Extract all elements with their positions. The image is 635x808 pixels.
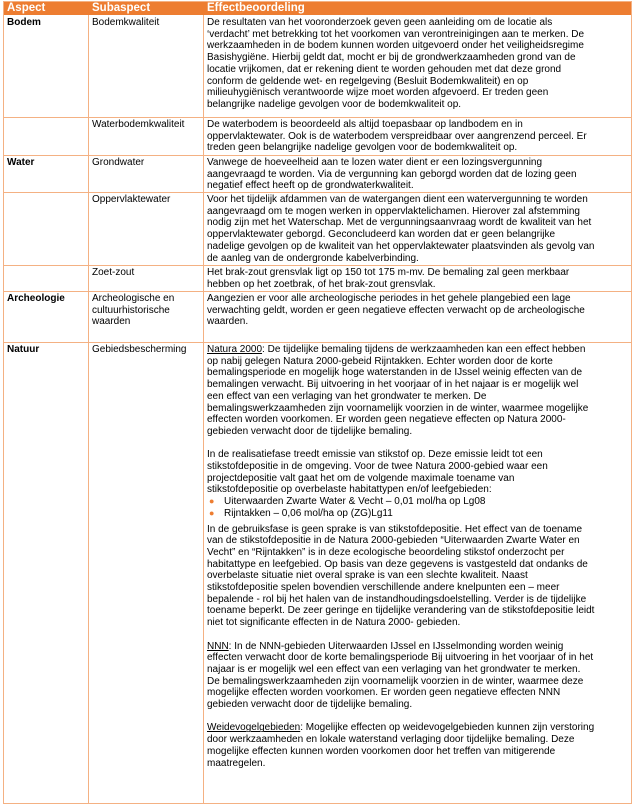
effect-cell: Het brak-zout grensvlak ligt op 150 tot 175 m-mv. De bemaling zal geen merkbaar hebben op het zoetbrak, of het brak-zout grensvlak. — [207, 267, 570, 290]
row-divider — [3, 265, 632, 266]
weidevogel-heading: Weidevogelgebieden — [207, 722, 301, 734]
aspect-cell: Archeologie — [7, 293, 65, 304]
header-effect: Effectbeoordeling — [207, 2, 305, 14]
column-divider — [203, 15, 204, 804]
header-subaspect: Subaspect — [92, 2, 151, 14]
subaspect-cell: Grondwater — [92, 157, 145, 168]
row-divider — [3, 342, 632, 343]
header-aspect: Aspect — [7, 2, 46, 14]
subaspect-cell: Archeologische en cultuurhistorische waarden — [92, 293, 175, 328]
nnn-heading: NNN — [207, 640, 229, 652]
subaspect-cell: Oppervlaktewater — [92, 194, 171, 205]
subaspect-cell: Zoet-zout — [92, 267, 135, 278]
aspect-cell: Bodem — [7, 17, 41, 28]
effect-cell: Voor het tijdelijk afdammen van de watergangen dient een watervergunning te worden aangevraagd om te mogen werken in oppervlaktelichamen. Hierover zal afstemming nodig zijn met het Waterschap. Met de vergunningsaanvraag wordt de kwaliteit van het oppervlaktewater geborgd. Geconcludeerd kan worden dat er geen belangrijke nadelige gevolgen op de kwaliteit van het oppervlaktewater plaatsvinden als gevolg van de aanleg van de ondergronde kabelverbinding. — [207, 194, 595, 264]
subaspect-cell: Bodemkwaliteit — [92, 17, 160, 28]
effect-table — [3, 1, 632, 804]
row-divider — [3, 192, 632, 193]
column-divider — [88, 15, 89, 804]
natura2000-heading: Natura 2000 — [207, 344, 263, 355]
aspect-cell: Water — [7, 157, 35, 168]
effect-cell: De resultaten van het vooronderzoek geven geen aanleiding om de locatie als ‘verdacht’ met betrekking tot het voorkomen van verontreinigingen aan te merken. De werkzaamheden in de bodem kunnen worden uitgevoerd onder het veiligheidsregime Basishygiëne. Hierbij geldt dat, mocht er bij de grondwerkzaamheden grond van de locatie vrijkomen, dat er rekening dient te worden gehouden met dat deze grond conform de geldende wet- en regelgeving (Besluit Bodemkwaliteit) en op milieuhygiënisch verantwoorde wijze moet worden afgevoerd. Er treden geen belangrijke nadelige gevolgen voor de bodemkwaliteit op. — [207, 17, 585, 110]
bullet-icon: ● — [209, 507, 215, 518]
row-divider — [3, 291, 632, 292]
effect-cell: Natura 2000: De tijdelijke bemaling tijdens de werkzaamheden kan een effect hebben op nabij gelegen Natura 2000-gebeid Rijntakken. Echter worden door de korte bemalingsperiode en mogelijk hoge waterstanden in de IJssel weinig effecten van de bemalingen verwacht. Bij uitvoering in het voorjaar of in het najaar is er mogelijk wel een effect van een verlaging van het grondwater te merken. De bemalingswerkzaamheden zijn voornamelijk voorzien in de winter, waarmee mogelijke effecten worden voorkomen. Er worden geen negatieve effecten op Natura 2000- gebieden verwacht door de tijdelijke bemaling. In de realisatiefase treedt emissie van stikstof op. Deze emissie leidt tot een stikstofdepositie in de omgeving. Voor de twee Natura 2000-gebied waar een projectdepositie valt gaat het om de volgende maximale toename van stikstofdepositie op overbelaste habitattypen en/of leefgebieden: ● Uiterwaarden Zwarte Water & Vecht – 0,01 mol/ha op Lg08 ● Rijntakken – 0,06 mol/ha op (ZG)Lg11 In de gebruiksfase is geen sprake is van stikstofdepositie. Het effect van de toename van de stikstofdepositie in de Natura 2000-gebieden “Uiterwaarden Zwarte Water en Vecht” en “Rijntakken” is in deze ecologische beoordeling stikstof onderzocht per habitattype en leefgebied. Op basis van deze gegevens is vastgesteld dat ondanks de overbelaste situatie niet overal sprake is van een slechte kwaliteit. Naast stikstofdepositie spelen bovendien verschillende andere knelpunten een – meer bepalende - rol bij het halen van de instandhoudingsdoelstelling. Verder is de tijdelijke toename beperkt. De zeer geringe en tijdelijke verandering van de stikstofdepositie leidt niet tot significante effecten in de Natura 2000- gebieden. NNN: In de NNN-gebieden Uiterwaarden IJssel en IJsselmonding worden weinig effecten verwacht door de korte bemalingsperiode Bij uitvoering in het voorjaar of in het najaar is er mogelijk wel een effect van een verlaging van het grondwater te merken. De bemalingswerkzaamheden zijn voornamelijk voorzien in de winter, waarmee deze mogelijke effecten worden voorkomen. Er worden geen negatieve effecten NNN gebieden verwacht door de tijdelijke bemaling. Weidevogelgebieden: Mogelijke effecten op weidevogelgebieden kunnen zijn verstoring door werkzaamheden en lokale waterstand verlaging door tijdelijke bemaling. Deze mogelijke effecten kunnen worden voorkomen door het treffen van mitigerende maatregelen. — [207, 344, 627, 769]
effect-cell: Vanwege de hoeveelheid aan te lozen water dient er een lozingsvergunning aangevraagd te worden. Via de vergunning kan geborgd worden dat de lozing geen negatief effect heeft op de grondwaterkwaliteit. — [207, 157, 577, 192]
list-item: ● Rijntakken – 0,06 mol/ha op (ZG)Lg11 — [209, 507, 393, 519]
aspect-cell: Natuur — [7, 344, 40, 355]
bullet-icon: ● — [209, 496, 215, 507]
row-divider — [3, 155, 632, 156]
list-item: ● Uiterwaarden Zwarte Water & Vecht – 0,01 mol/ha op Lg08 — [209, 496, 486, 508]
row-divider — [3, 117, 632, 118]
effect-cell: Aangezien er voor alle archeologische periodes in het gehele plangebied een lage verwachting geldt, worden er geen negatieve effecten verwacht op de archeologische waarden. — [207, 293, 585, 328]
subaspect-cell: Waterbodemkwaliteit — [92, 119, 185, 130]
effect-cell: De waterbodem is beoordeeld als altijd toepasbaar op landbodem en in oppervlaktewater. Ook is de waterbodem verspreidbaar over aangrenzend perceel. Er treden geen belangrijke nadelige gevolgen voor de bodemkwaliteit op. — [207, 119, 587, 154]
subaspect-cell: Gebiedsbescherming — [92, 344, 187, 355]
